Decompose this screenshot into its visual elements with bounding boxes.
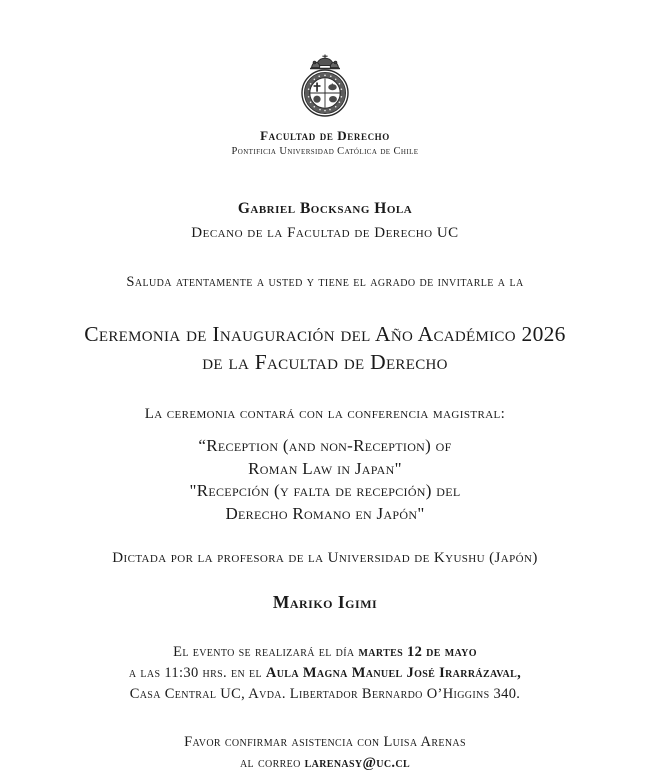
event-title-line-2: de la Facultad de Derecho: [202, 350, 448, 375]
institution-header: [30, 128, 620, 158]
faculty-name: Facultad de Derecho: [260, 128, 390, 143]
event-address: Casa Central UC, Avda. Libertador Bernardo O’Higgins 340.: [129, 685, 521, 702]
salutation-text: Saluda atentamente a usted y tiene el agrado de invitarle a la: [126, 274, 524, 291]
dean-block: [30, 199, 620, 243]
dean-name: Gabriel Bocksang Hola: [237, 200, 413, 218]
rsvp-contact-line: Favor confirmar asistencia con Luisa Arenas: [184, 733, 466, 750]
university-crest-icon: [293, 52, 357, 122]
lecture-title-es-line-1: "Recepción (y falta de recepción) del: [189, 481, 461, 501]
event-date-prefix: El evento se realizará el día: [173, 643, 359, 660]
event-title-line-1: Ceremonia de Inauguración del Año Académico 2026: [84, 321, 566, 346]
event-details-line-1: [30, 642, 620, 663]
rsvp-email-line: [30, 753, 620, 774]
lecture-title-en-line-1: “Reception (and non-Reception) of: [198, 436, 452, 456]
event-details: [30, 642, 620, 705]
event-time-prefix: a las 11:30 hrs. en el: [128, 664, 266, 681]
speaker-intro-text: Dictada por la profesora de la Universidad de Kyushu (Japón): [112, 549, 538, 566]
rsvp-email-prefix: al correo: [239, 754, 305, 771]
event-date: martes 12 de mayo: [358, 643, 477, 660]
event-title: [30, 320, 620, 377]
lecture-intro-text: La ceremonia contará con la conferencia magistral:: [144, 405, 506, 422]
rsvp-block: [30, 732, 620, 774]
speaker-name: Mariko Igimi: [272, 592, 378, 613]
lecture-titles: [30, 435, 620, 525]
crest-container: [30, 0, 620, 122]
rsvp-email-address[interactable]: larenasy@uc.cl: [304, 754, 410, 771]
lecture-title-en-line-2: Roman Law in Japan": [248, 458, 402, 478]
lecture-title-es-line-2: Derecho Romano en Japón": [225, 504, 425, 524]
university-name: Pontificia Universidad Católica de Chile: [231, 145, 419, 157]
dean-role: Decano de la Facultad de Derecho UC: [191, 224, 459, 241]
event-venue: Aula Magna Manuel José Irarrázaval,: [265, 664, 522, 681]
event-details-line-2: [30, 663, 620, 684]
